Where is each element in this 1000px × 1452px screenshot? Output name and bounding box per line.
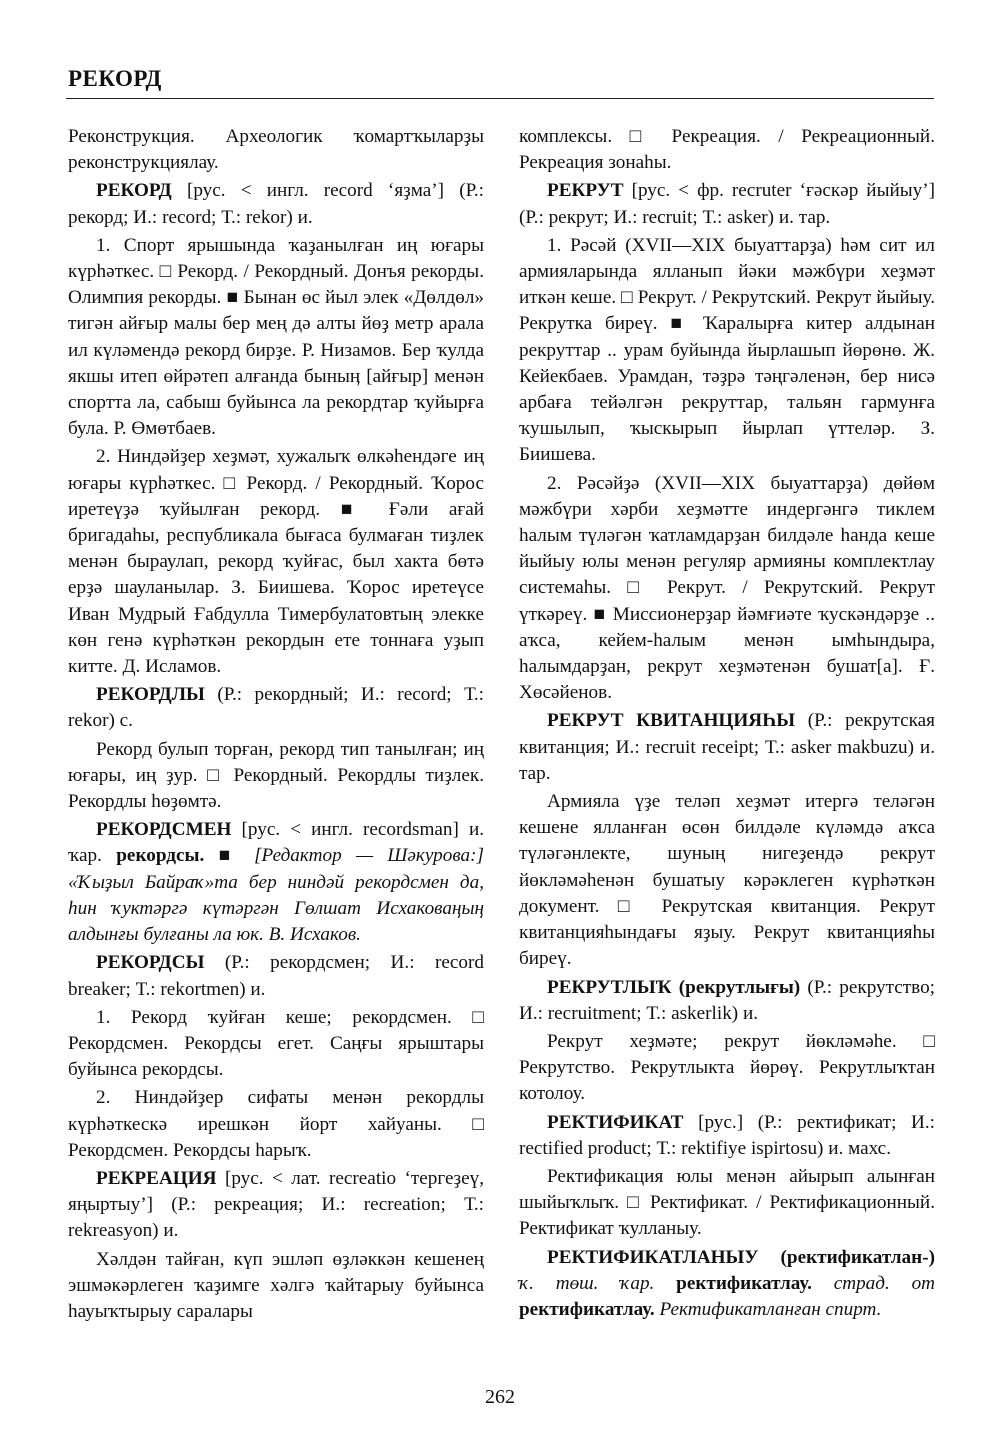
headword-rekrutlyk: РЕКРУТЛЫҠ (рекрутлығы): [547, 976, 801, 998]
entry-rekordsy: [68, 950, 484, 1002]
entry-rekordsy-sense-2: 2. Ниндәйҙер сифаты менән рекордлы күрһәткескә ирешкән йорт хайуаны. □ Рекордсмен. Рекордсы һарыҡ.: [68, 1087, 484, 1161]
entry-rektifikat: [519, 1110, 935, 1162]
entry-rekordsmen-def: ■ [Редактор — Шәкурова:] «Ҡыҙыл Байраҡ»та бер ниндәй рекордсмен да, һин ҡуктәргә күтәргән Гөлшат Исхаковаӊың алдынғы булғаны ла юк. В. Исхаков.: [68, 845, 485, 946]
entry-rektifikatlanyu-grammar: ҡ. төш. ҡар.: [519, 1272, 655, 1294]
entry-rektifikat-def: Ректификация юлы менән айырып алынған шыйыҡлыҡ. □ Ректификат. / Ректификационный. Ректификат ҡулланыу.: [519, 1165, 935, 1240]
entry-rektifikatlanyu-ref: ректификатлау.: [676, 1272, 812, 1294]
headword-rekrut: РЕКРУТ: [547, 180, 624, 202]
entry-rekrut-kvitantsiya-def: Армияла үҙе теләп хеҙмәт итергә теләгән кешене ялланған өсөн билдәле күләмдә аҡса түләгәнлекте, шуның нигеҙендә рекрут йөкләмәһенән бушатыу кәрәклеген күрһәткән документ. □ Рекрутская квитанция. Рекрут квитанцияһындағы яҙыу. Рекрут квитанцияһы бирeү.: [519, 791, 935, 970]
entry-rekord-sense-2: 2. Ниндәйҙер хеҙмәт, хужалыҡ өлкәһендәге иң юғары күрһәткес. □ Рекорд. / Рекордный. Ҡорос иретеүҙә ҡуйылған рекорд. ■ Ғәли ағай бригадаһы, республикала бығаса булмаған тиҙлек менән быраулап, рекорд ҡуйғас, был хакта бөтә ерҙә шауланылар. З. Биишева. Ҡорос иретеүсе Иван Мудрый Ғабдулла Тимербулатовтың элекке көн генә күрһәткән рекордын ете тоннаға уҙып китте. Д. Исламов.: [68, 446, 484, 678]
entry-rektifikatlanyu-ref-2: ректификатлау.: [519, 1298, 655, 1320]
entry-rekord-sense-1: 1. Спорт ярышында ҡаҙанылған иң юғары күрһәткес. □ Рекорд. / Рекордный. Донъя рекорды. Олимпия рекорды. ■ Бынан өс йыл элек «Дөлдөл» тигән айғыр малы бер мең дә алты йөҙ метр арала ил күләмендә рекорд бирҙе. Р. Низамов. Бер ҡулда якшы итеп өйрәтеп алғанда быныӊ [айғыр] менән спортта ла, сабыш буйынса ла рекордтар ҡуйырға була. Р. Өмөтбаев.: [68, 234, 484, 440]
entry-rekrut-grammar: [рус. < фр. recruter ‘ғәскәр йыйыу’] (Р.: рекрут; И.: recruit; Т.: asker) и. тар.: [519, 180, 935, 228]
headword-rekordly: РЕКОРДЛЫ: [96, 684, 205, 706]
entry-rektifikat-grammar: [рус.] (Р.: ректификат; И.: rectified product; Т.: rektifiye ispirtosu) и. махс.: [519, 1111, 935, 1159]
entry-rekordsmen: [68, 817, 484, 948]
entry-rekreatsiya-grammar: [рус. < лат. recreatio ‘тергеҙеү, яңыртыу’] (Р.: рекреация; И.: recreation; Т.: rekreasyon) и.: [68, 1167, 484, 1242]
headword-rekord: РЕКОРД: [96, 180, 172, 202]
running-head: РЕКОРД: [68, 66, 162, 91]
entry-rekordsy-sense-1: 1. Рекорд ҡуйған кеше; рекордсмен. □ Рекордсмен. Рекордсы егет. Саңғы ярыштары буйынса рекордсы.: [68, 1006, 484, 1081]
entry-rekrutlyk: [519, 975, 935, 1027]
entry-rekrut-sense-2: 2. Рәсәйҙә (XVII—XIX быуаттарҙа) дөйөм мәжбүри хәрби хеҙмәтте индергәнгә тиклем һалым түләгән ҡатламдарҙан билдәле һанда кеше йыйыу юлы менән регуляр армияны комплектлау системаһы. □ Рекрут. / Рекрутский. Рекрут үткәреү. ■ Миссионерҙар йәмғиәте ҡускәндәрҙе .. аҡса, кейем-һалым менән ымһындыра, һалымдарҙан, рекрут хеҙмәтенән бушат[а]. Ғ. Хөсәйенов.: [519, 472, 935, 704]
left-column: [68, 124, 484, 1327]
entry-rekordly-grammar: (Р.: рекордный; И.: record; Т.: rekor) с.: [68, 684, 484, 732]
entry-rekordsmen-ref: рекордсы.: [116, 845, 205, 867]
entry-rekreatsiya-def: Хәлдән тайған, күп эшләп өҙләккән кешенең эшмәкәрлеген ҡаҙимге хәлгә ҡайтарыу буйынса һауыҡтырыу саралары: [68, 1248, 484, 1322]
entry-rekrut-kvitantsiya-grammar: (Р.: рекрутская квитанция; И.: recruit receipt; Т.: asker makbuzu) и. тар.: [519, 710, 935, 784]
entry-rekordly-def: Рекорд булып торған, рекорд тип танылған; иң юғары, иң ҙур. □ Рекордный. Рекордлы тиҙлек. Рекордлы һөҙөмтә.: [68, 738, 484, 813]
entry-rekrut-kvitantsiya: [519, 708, 935, 787]
entry-continuation: Реконструкция. Археологик ҡомартҡыларҙы реконструкциялау.: [68, 126, 484, 174]
headword-rekreatsiya: РЕКРЕАЦИЯ: [96, 1167, 217, 1189]
entry-rektifikatlanyu-grammar-2: страд. от: [833, 1272, 936, 1294]
entry-rektifikatlanyu: [519, 1245, 935, 1324]
entry-rekrutlyk-grammar: (Р.: рекрутство; И.: recruitment; Т.: askerlik) и.: [519, 976, 936, 1024]
entry-rekrut-sense-1: 1. Рәсәй (XVII—XIX быуаттарҙа) һәм сит ил армияларында ялланып йәки мәжбүри хеҙмәт иткән кеше. □ Рекрут. / Рекрутский. Рекрут йыйыу. Рекрутка бирeү. ■ Ҡаралырға китер алдынан рекруттар .. урам буйында йырлашып йөрөнө. Ж. Кейекбаев. Урамдан, тәҙрә тәңгәленән, бер нисә арбаға тейәлгән рекруттар, тальян гармунға ҡушылып, ҡыскырып йырлап үттеләр. З. Биишева.: [519, 234, 935, 466]
entry-rekrutlyk-def: Рекрут хеҙмәте; рекрут йөкләмәһе. □ Рекрутство. Рекрутлыкта йөрөү. Рекрутлыҡтан котолоу.: [519, 1030, 935, 1105]
headword-rekordsmen: РЕКОРДСМЕН: [96, 819, 232, 841]
entry-rekrut: [519, 178, 935, 230]
entry-rekreatsiya-continuation: комплексы. □ Рекреация. / Рекреационный. Рекреация зонаһы.: [519, 126, 935, 174]
right-column: [519, 124, 935, 1325]
entry-rekreatsiya: [68, 1166, 484, 1245]
headword-rekordsy: РЕКОРДСЫ: [96, 952, 205, 974]
headword-rektifikatlanyu: РЕКТИФИКАТЛАНЫУ (ректификатлан-): [547, 1246, 935, 1268]
page-number: 262: [485, 1386, 515, 1408]
header-rule: [66, 98, 934, 99]
entry-rektifikatlanyu-example: Ректификатланған спирт.: [659, 1298, 882, 1320]
headword-rektifikat: РЕКТИФИКАТ: [547, 1111, 684, 1133]
headword-rekrut-kvitantsiya: РЕКРУТ КВИТАНЦИЯҺЫ: [547, 710, 796, 732]
entry-rekord-head: [68, 178, 484, 230]
entry-rekordly: [68, 682, 484, 734]
entry-rekordsmen-grammar: [рус. < ингл. recordsman] и. ҡар.: [68, 819, 485, 867]
entry-rekordsy-grammar: (Р.: рекордсмен; И.: record breaker; Т.: rekortmen) и.: [68, 952, 485, 1000]
entry-rekord-grammar: [рус. < ингл. record ‘яҙма’] (Р.: рекорд; И.: record; Т.: rekor) и.: [68, 180, 484, 228]
